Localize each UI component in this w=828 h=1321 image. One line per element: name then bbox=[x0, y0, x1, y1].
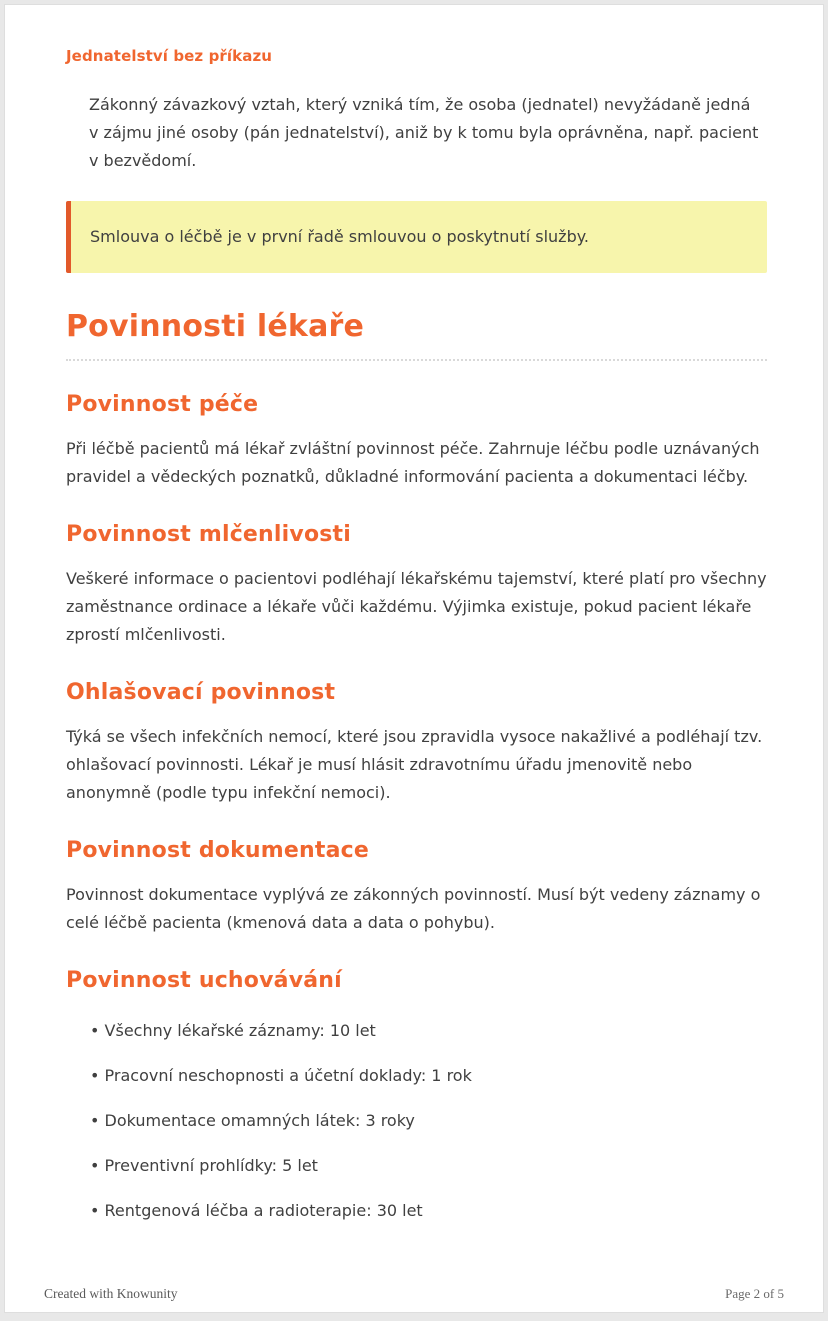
section-povinnost-pece bbox=[66, 392, 767, 491]
section-heading: Ohlašovací povinnost bbox=[66, 680, 336, 705]
intro-paragraph: Zákonný závazkový vztah, který vzniká tím, že osoba (jednatel) nevyžádaně jedná v zájmu jiné osoby (pán jednatelství), aniž by k tomu byla oprávněna, např. pacient v bezvědomí. bbox=[89, 95, 759, 170]
footer-page-number: Page 2 of 5 bbox=[725, 1286, 784, 1301]
main-title: Povinnosti lékaře bbox=[66, 309, 767, 361]
list-item: • Rentgenová léčba a radioterapie: 30 let bbox=[90, 1197, 767, 1225]
section-povinnost-dokumentace bbox=[66, 838, 767, 937]
footer-brand: Created with Knowunity bbox=[44, 1286, 178, 1301]
section-paragraph: Týká se všech infekčních nemocí, které jsou zpravidla vysoce nakažlivé a podléhají tzv. ohlašovací povinnosti. Lékař je musí hlásit zdravotnímu úřadu jmenovitě nebo anonymně (podle typu infekční nemoci). bbox=[66, 727, 763, 802]
section-heading: Povinnost péče bbox=[66, 392, 259, 417]
section-heading: Povinnost mlčenlivosti bbox=[66, 522, 352, 547]
list-item: • Preventivní prohlídky: 5 let bbox=[90, 1152, 767, 1180]
section-paragraph: Veškeré informace o pacientovi podléhají lékařskému tajemství, které platí pro všechny zaměstnance ordinace a lékaře vůči každému. Výjimka existuje, pokud pacient lékaře zprostí mlčenlivosti. bbox=[66, 569, 767, 644]
intro-heading: Jednatelství bez příkazu bbox=[66, 47, 273, 65]
section-povinnost-mlcenlivosti bbox=[66, 522, 767, 649]
callout-box bbox=[66, 201, 767, 273]
list-item: • Všechny lékařské záznamy: 10 let bbox=[90, 1017, 767, 1045]
section-ohlasovaci-povinnost bbox=[66, 680, 767, 807]
list-item: • Pracovní neschopnosti a účetní doklady: 1 rok bbox=[90, 1062, 767, 1090]
section-paragraph: Při léčbě pacientů má lékař zvláštní povinnost péče. Zahrnuje léčbu podle uznávaných pravidel a vědeckých poznatků, důkladné informování pacienta a dokumentaci léčby. bbox=[66, 439, 760, 486]
list-item: • Dokumentace omamných látek: 3 roky bbox=[90, 1107, 767, 1135]
section-heading: Povinnost uchovávání bbox=[66, 968, 342, 993]
section-povinnost-uchovavani bbox=[66, 968, 767, 1225]
retention-periods-list bbox=[90, 1017, 767, 1225]
section-paragraph: Povinnost dokumentace vyplývá ze zákonných povinností. Musí být vedeny záznamy o celé léčbě pacienta (kmenová data a data o pohybu). bbox=[66, 885, 761, 932]
document-page bbox=[4, 4, 824, 1313]
callout-text: Smlouva o léčbě je v první řadě smlouvou o poskytnutí služby. bbox=[90, 227, 590, 246]
page-footer bbox=[44, 1286, 784, 1302]
section-heading: Povinnost dokumentace bbox=[66, 838, 370, 863]
